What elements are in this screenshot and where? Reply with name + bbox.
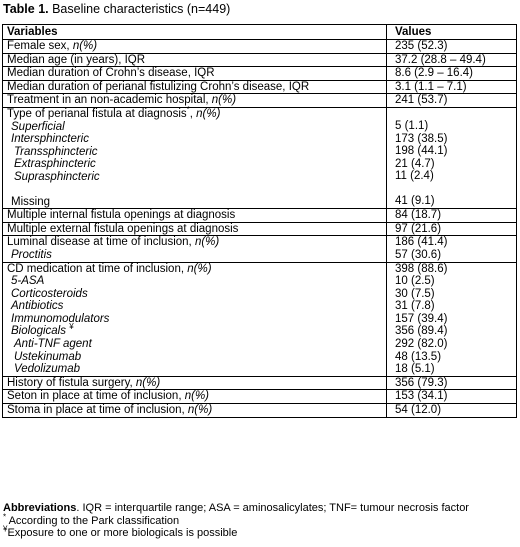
row-label: Female sex, n(%): [3, 40, 387, 54]
row-values: 5 (1.1) 173 (38.5) 198 (44.1) 21 (4.7) 11 (2.4) 41 (9.1): [387, 107, 517, 208]
row-value: 97 (21.6): [387, 222, 517, 236]
row-value: 3.1 (1.1 – 7.1): [387, 80, 517, 94]
footnote-park: * According to the Park classification: [3, 511, 180, 527]
header-values: Values: [387, 25, 517, 40]
row-value: 8.6 (2.9 – 16.4): [387, 67, 517, 81]
footnotes: [3, 502, 469, 540]
table-row-group: [3, 262, 517, 376]
row-label: Stoma in place at time of inclusion, n(%): [3, 404, 387, 418]
header-variables: Variables: [3, 25, 387, 40]
footnote-biologicals: ¥Exposure to one or more biologicals is possible: [3, 524, 238, 539]
row-label: Multiple external fistula openings at diagnosis: [3, 222, 387, 236]
row-value: 54 (12.0): [387, 404, 517, 418]
row-value: 84 (18.7): [387, 209, 517, 223]
row-label: Multiple internal fistula openings at diagnosis: [3, 209, 387, 223]
row-label: Type of perianal fistula at diagnosis*, n(%) Superficial Intersphincteric Transsphincteric Extrasphincteric Suprasphincteric Missing: [3, 107, 387, 208]
row-values: 398 (88.6) 10 (2.5) 30 (7.5) 31 (7.8) 157 (39.4) 356 (89.4) 292 (82.0) 48 (13.5) 18 (5.1): [387, 262, 517, 376]
table-header-row: [3, 25, 517, 40]
table-row: [3, 80, 517, 94]
row-value: 356 (79.3): [387, 376, 517, 390]
table-row: [3, 222, 517, 236]
row-values: 186 (41.4) 57 (30.6): [387, 236, 517, 262]
row-value: 37.2 (28.8 – 49.4): [387, 53, 517, 67]
row-label: History of fistula surgery, n(%): [3, 376, 387, 390]
row-label: Median duration of Crohn’s disease, IQR: [3, 67, 387, 81]
table-title: Baseline characteristics (n=449): [48, 2, 231, 16]
row-value: 153 (34.1): [387, 390, 517, 404]
table-row: [3, 404, 517, 418]
row-value: 235 (52.3): [387, 40, 517, 54]
row-label: Treatment in an non-academic hospital, n(%): [3, 94, 387, 108]
table-row: [3, 67, 517, 81]
row-label: Luminal disease at time of inclusion, n(%) Proctitis: [3, 236, 387, 262]
row-label: Median duration of perianal fistulizing Crohn’s disease, IQR: [3, 80, 387, 94]
row-label: Median age (in years), IQR: [3, 53, 387, 67]
table-row-group: [3, 107, 517, 208]
row-label: Seton in place at time of inclusion, n(%): [3, 390, 387, 404]
table-row: [3, 209, 517, 223]
table-row: [3, 40, 517, 54]
table-row-group: [3, 236, 517, 262]
table-row: [3, 94, 517, 108]
footnote-abbreviations: Abbreviations. IQR = interquartile range; ASA = aminosalicylates; TNF= tumour necrosis factor: [3, 502, 469, 514]
table-number: Table 1.: [3, 2, 49, 16]
table-caption: [3, 2, 230, 17]
table-row: [3, 390, 517, 404]
table-row: [3, 53, 517, 67]
row-label: CD medication at time of inclusion, n(%) 5-ASA Corticosteroids Antibiotics Immunomodulators Biologicals ¥ Anti-TNF agent Ustekinumab Vedolizumab: [3, 262, 387, 376]
baseline-table: [2, 24, 517, 418]
table-row: [3, 376, 517, 390]
row-value: 241 (53.7): [387, 94, 517, 108]
